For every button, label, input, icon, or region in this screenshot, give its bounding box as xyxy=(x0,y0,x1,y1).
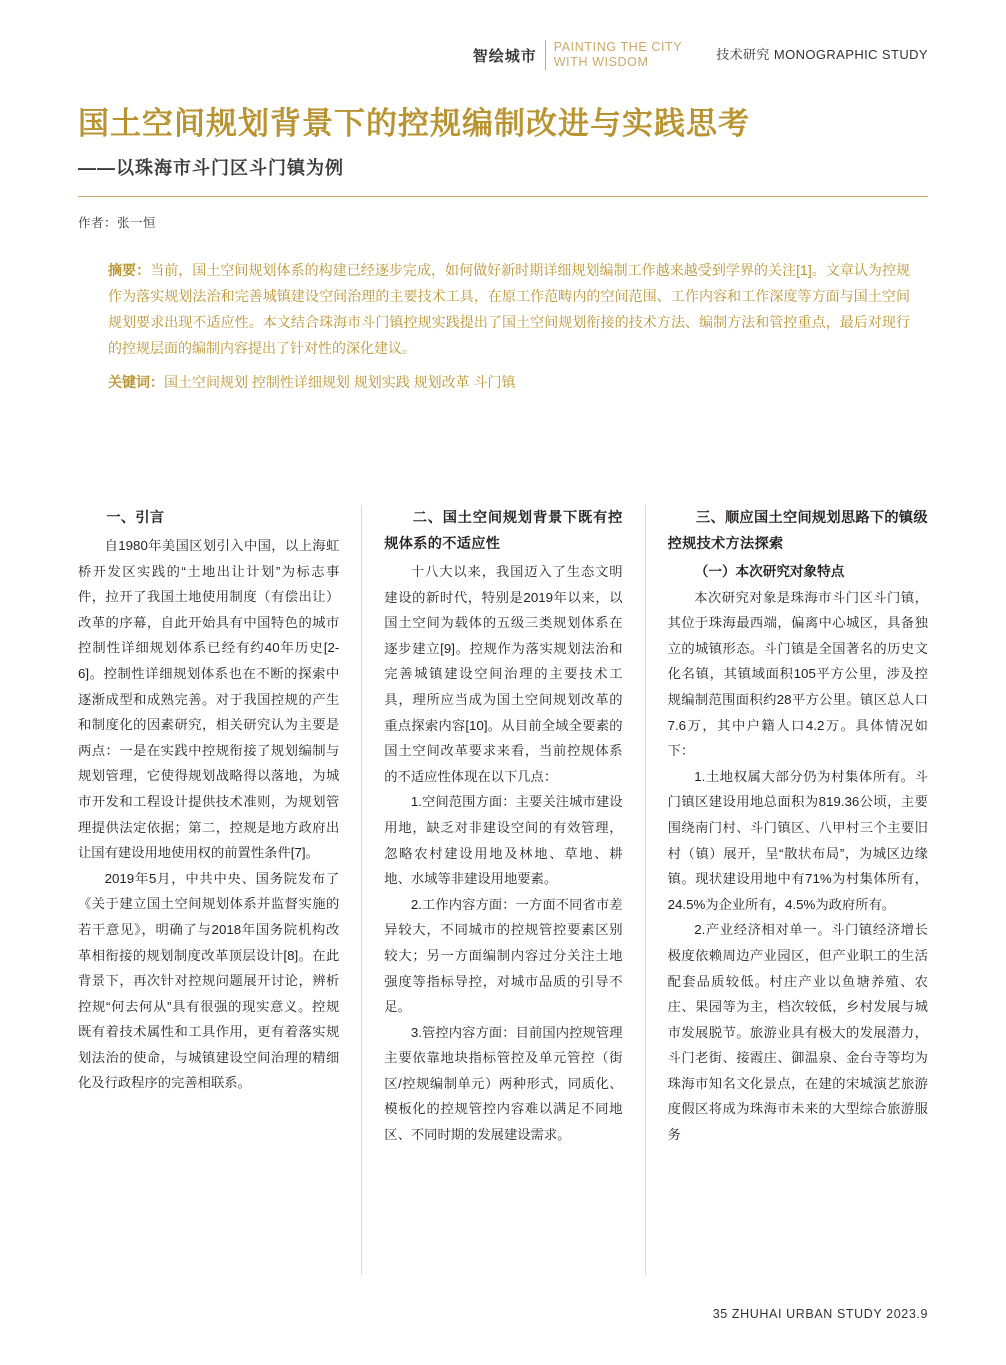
column-3-paragraph-2: 1.土地权属大部分仍为村集体所有。斗门镇区建设用地总面积为819.36公顷，主要围绕南门村、斗门镇区、八甲村三个主要旧村（镇）展开，呈“散状布局”，为城区边缘镇。现状建设用地中有71%为村集体所有，24.5%为企业所有，4.5%为政府所有。 xyxy=(667,768,928,912)
title-block xyxy=(78,104,928,231)
keywords-text: 国土空间规划 控制性详细规划 规划实践 规划改革 斗门镇 xyxy=(164,374,516,390)
column-2 xyxy=(361,505,644,1275)
brand-en-line2: WITH WISDOM xyxy=(553,55,649,69)
column-1-heading: 一、引言 xyxy=(106,510,165,526)
column-2-paragraph-2: 1.空间范围方面：主要关注城市建设用地，缺乏对非建设空间的有效管理，忽略农村建设用地及林地、草地、耕地、水域等非建设用地要素。 xyxy=(384,794,623,887)
column-3 xyxy=(645,505,928,1275)
column-3-heading: 三、顺应国土空间规划思路下的镇级控规技术方法探索 xyxy=(667,510,928,552)
section-label: 技术研究 MONOGRAPHIC STUDY xyxy=(716,47,928,62)
column-2-paragraph-4: 3.管控内容方面：目前国内控规管理主要依靠地块指标管控及单元管控（街区/控规编制单元）两种形式，同质化、模板化的控规管控内容难以满足不同地区、不同时期的发展建设需求。 xyxy=(384,1024,623,1143)
column-1-paragraph-2: 2019年5月，中共中央、国务院发布了《关于建立国土空间规划体系并监督实施的若干意见》，明确了与2018年国务院机构改革相衔接的规划制度改革顶层设计[8]。在此背景下，再次针对控规问题展开讨论，辨析控规“何去何从”具有很强的现实意义。控规既有着技术属性和工具作用，更有着落实规划法治的使命，与城镇建设空间治理的精细化及行政程序的完善相联系。 xyxy=(78,870,340,1091)
abstract-block xyxy=(78,257,928,361)
page-footer: 35 ZHUHAI URBAN STUDY 2023.9 xyxy=(712,1307,928,1321)
author-line: 作者：张一恒 xyxy=(78,216,157,230)
brand-divider xyxy=(545,40,546,70)
abstract-label: 摘要： xyxy=(108,262,151,278)
brand-en-line1: PAINTING THE CITY xyxy=(553,40,683,54)
column-2-paragraph-3: 2.工作内容方面：一方面不同省市差异较大，不同城市的控规管控要素区别较大；另一方面编制内容过分关注土地强度等指标导控，对城市品质的引导不足。 xyxy=(384,896,623,1015)
title-divider xyxy=(78,196,928,197)
keywords-block xyxy=(78,369,928,395)
column-1-paragraph-1: 自1980年美国区划引入中国，以上海虹桥开发区实践的“土地出让计划”为标志事件，拉开了我国土地使用制度（有偿出让）改革的序幕，自此开始具有中国特色的城市控制性详细规划体系已经有约40年历史[2-6]。控制性详细规划体系也在不断的探索中逐渐成型和成熟完善。对于我国控规的产生和制度化的因素研究，相关研究认为主要是两点：一是在实践中控规衔接了规划编制与规划管理，它使得规划战略得以落地，为城市开发和工程设计提供技术准则，为规划管理提供法定依据；第二，控规是地方政府出让国有建设用地使用权的前置性条件[7]。 xyxy=(78,538,340,861)
column-3-subheading: （一）本次研究对象特点 xyxy=(694,564,845,579)
column-1 xyxy=(78,505,361,1275)
column-2-heading: 二、国土空间规划背景下既有控规体系的不适应性 xyxy=(384,510,623,552)
journal-brand xyxy=(473,40,683,70)
column-2-paragraph-1: 十八大以来，我国迈入了生态文明建设的新时代，特别是2019年以来，以国土空间为载体的五级三类规划体系在逐步建立[9]。控规作为落实规划法治和完善城镇建设空间治理的主要技术工具，理所应当成为国土空间规划改革的重点探索内容[10]。从目前全域全要素的国土空间改革要求来看，当前控规体系的不适应性体现在以下几点： xyxy=(384,564,623,784)
abstract-text: 当前，国土空间规划体系的构建已经逐步完成，如何做好新时期详细规划编制工作越来越受到学界的关注[1]。文章认为控规作为落实规划法治和完善城镇建设空间治理的主要技术工具，在原工作范畴内的空间范围、工作内容和工作深度等方面与国土空间规划要求出现不适应性。本文结合珠海市斗门镇控规实践提出了国土空间规划衔接的技术方法、编制方法和管控重点，最后对现行的控规层面的编制内容提出了针对性的深化建议。 xyxy=(108,262,911,356)
page-title: 国土空间规划背景下的控规编制改进与实践思考 xyxy=(78,106,750,142)
brand-name-cn: 智绘城市 xyxy=(472,47,537,65)
column-3-paragraph-3: 2.产业经济相对单一。斗门镇经济增长极度依赖周边产业园区，但产业职工的生活配套品质较低。村庄产业以鱼塘养殖、农庄、果园等为主，档次较低，乡村发展与城市发展脱节。旅游业具有极大的发展潜力，斗门老街、接霞庄、御温泉、金台寺等均为珠海市知名文化景点，在建的宋城演艺旅游度假区将成为珠海市未来的大型综合旅游服务 xyxy=(667,922,928,1143)
brand-name-en xyxy=(554,40,683,70)
page-subtitle: ——以珠海市斗门区斗门镇为例 xyxy=(78,158,344,178)
body-columns xyxy=(78,505,928,1275)
column-3-paragraph-1: 本次研究对象是珠海市斗门区斗门镇，其位于珠海最西端，偏离中心城区，具备独立的城镇形态。斗门镇是全国著名的历史文化名镇，其镇域面积105平方公里，涉及控规编制范围面积约28平方公里。镇区总人口7.6万，其中户籍人口4.2万。具体情况如下： xyxy=(667,589,928,759)
keywords-label: 关键词： xyxy=(108,374,164,390)
masthead xyxy=(78,0,928,86)
